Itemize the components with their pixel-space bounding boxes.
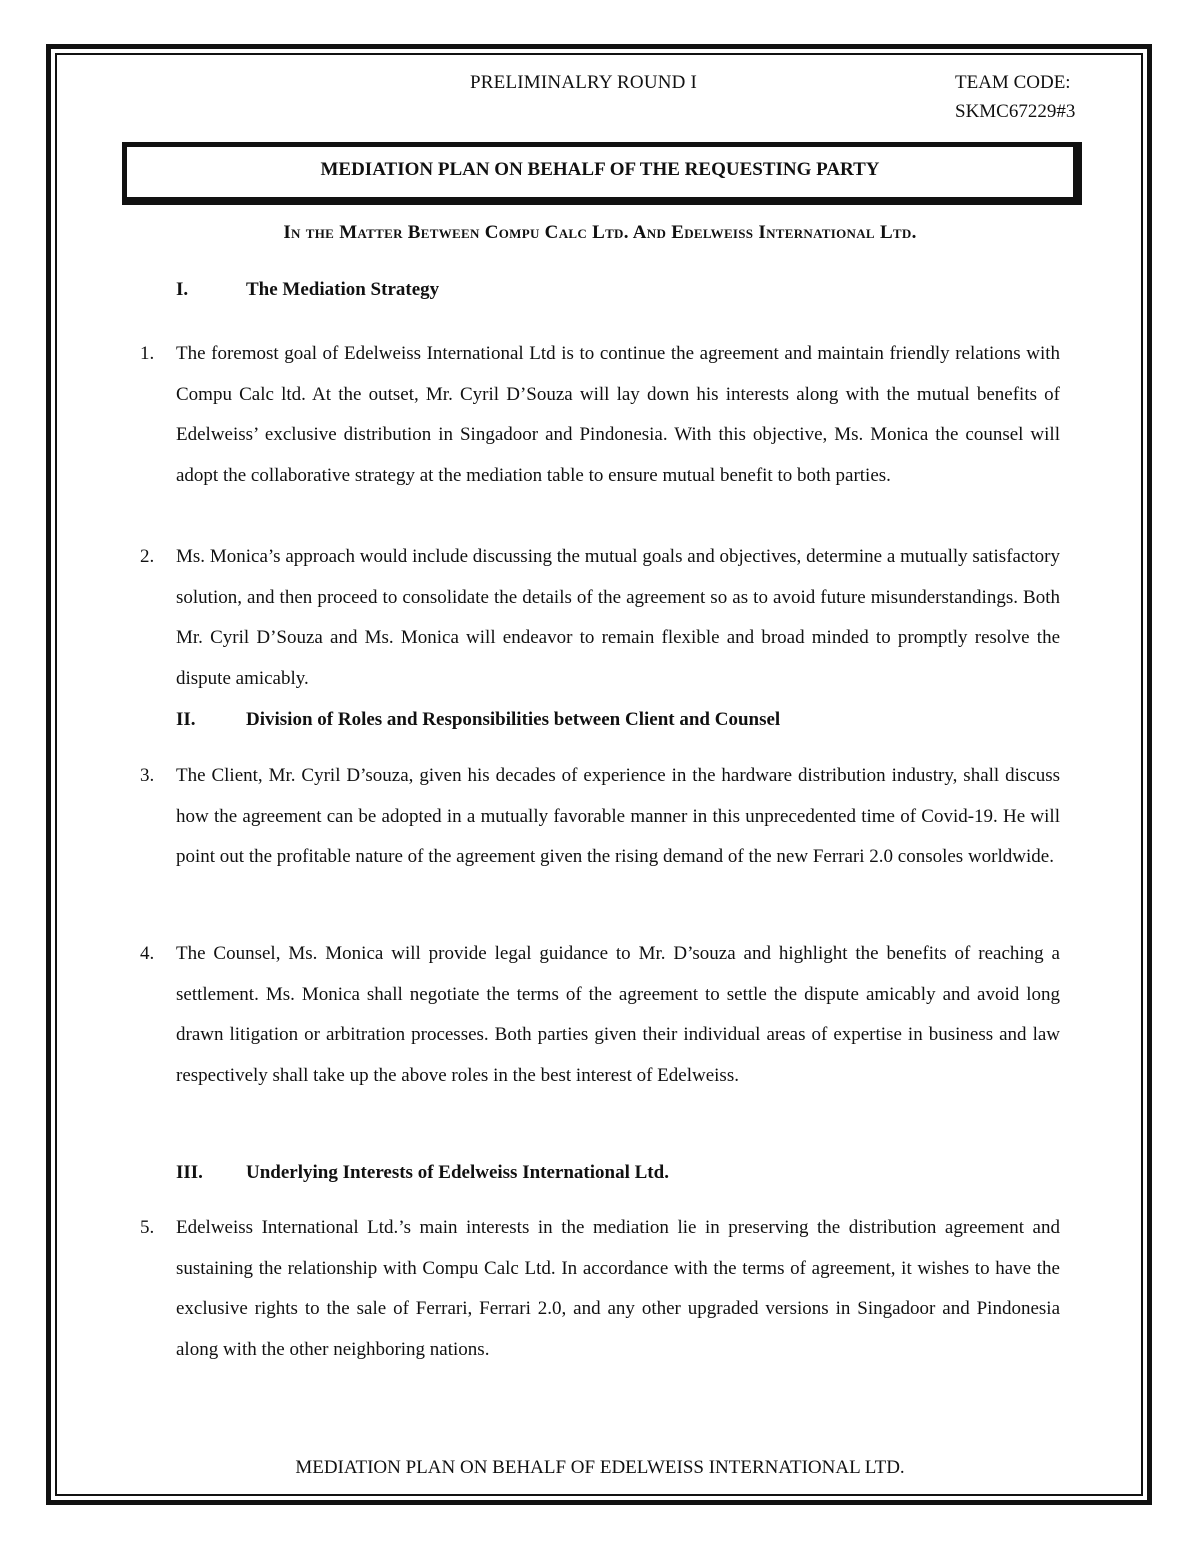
paragraph-text: The Counsel, Ms. Monica will provide legal guidance to Mr. D’souza and highlight the benefits of reaching a settlement. Ms. Monica shall negotiate the terms of the agreement to settle the dispute amicably and avoid long drawn litigation or arbitration processes. Both parties given their individual areas of expertise in business and law respectively shall take up the above roles in the best interest of Edelweiss. <box>176 943 1060 1086</box>
paragraph-4 <box>140 934 1060 1096</box>
paragraph-text: Ms. Monica’s approach would include discussing the mutual goals and objectives, determine a mutually satisfactory solution, and then proceed to consolidate the details of the agreement so as to avoid future misunderstandings. Both Mr. Cyril D’Souza and Ms. Monica will endeavor to remain flexible and broad minded to promptly resolve the dispute amicably. <box>176 546 1060 689</box>
team-code-value: SKMC67229#3 <box>955 101 1076 122</box>
paragraph-2 <box>140 537 1060 699</box>
paragraph-3 <box>140 756 1060 878</box>
section-number: I. <box>176 279 189 300</box>
title-box <box>122 142 1082 205</box>
paragraph-1 <box>140 334 1060 496</box>
paragraph-number: 1. <box>140 343 155 364</box>
paragraph-text: The Client, Mr. Cyril D’souza, given his decades of experience in the hardware distribution industry, shall discuss how the agreement can be adopted in a mutually favorable manner in this unprecedented time of Covid-19. He will point out the profitable nature of the agreement given the rising demand of the new Ferrari 2.0 consoles worldwide. <box>176 765 1060 868</box>
section-title: Underlying Interests of Edelweiss International Ltd. <box>246 1162 669 1183</box>
team-code-label: TEAM CODE: <box>955 72 1071 93</box>
section-heading-3 <box>176 1162 669 1184</box>
paragraph-number: 3. <box>140 765 155 786</box>
section-number: II. <box>176 709 196 730</box>
paragraph-text: Edelweiss International Ltd.’s main interests in the mediation lie in preserving the distribution agreement and sustaining the relationship with Compu Calc Ltd. In accordance with the terms of agreement, it wishes to have the exclusive rights to the sale of Ferrari, Ferrari 2.0, and any other upgraded versions in Singadoor and Pindonesia along with the other neighboring nations. <box>176 1217 1060 1360</box>
page-footer: MEDIATION PLAN ON BEHALF OF EDELWEISS INTERNATIONAL LTD. <box>295 1457 905 1478</box>
paragraph-text: The foremost goal of Edelweiss International Ltd is to continue the agreement and maintain friendly relations with Compu Calc ltd. At the outset, Mr. Cyril D’Souza will lay down his interests along with the mutual benefits of Edelweiss’ exclusive distribution in Singadoor and Pindonesia. With this objective, Ms. Monica the counsel will adopt the collaborative strategy at the mediation table to ensure mutual benefit to both parties. <box>176 343 1060 486</box>
section-heading-2 <box>176 709 780 731</box>
section-heading-1 <box>176 279 439 301</box>
paragraph-number: 2. <box>140 546 155 567</box>
section-number: III. <box>176 1162 203 1183</box>
paragraph-number: 5. <box>140 1217 155 1238</box>
matter-heading: In the Matter Between Compu Calc Ltd. And Edelweiss International Ltd. <box>283 222 917 243</box>
paragraph-number: 4. <box>140 943 155 964</box>
document-title: MEDIATION PLAN ON BEHALF OF THE REQUESTING PARTY <box>320 159 880 180</box>
section-title: Division of Roles and Responsibilities between Client and Counsel <box>246 709 781 730</box>
team-code <box>955 68 1075 126</box>
round-label: PRELIMINALRY ROUND I <box>470 72 698 93</box>
paragraph-5 <box>140 1208 1060 1370</box>
section-title: The Mediation Strategy <box>246 279 440 300</box>
